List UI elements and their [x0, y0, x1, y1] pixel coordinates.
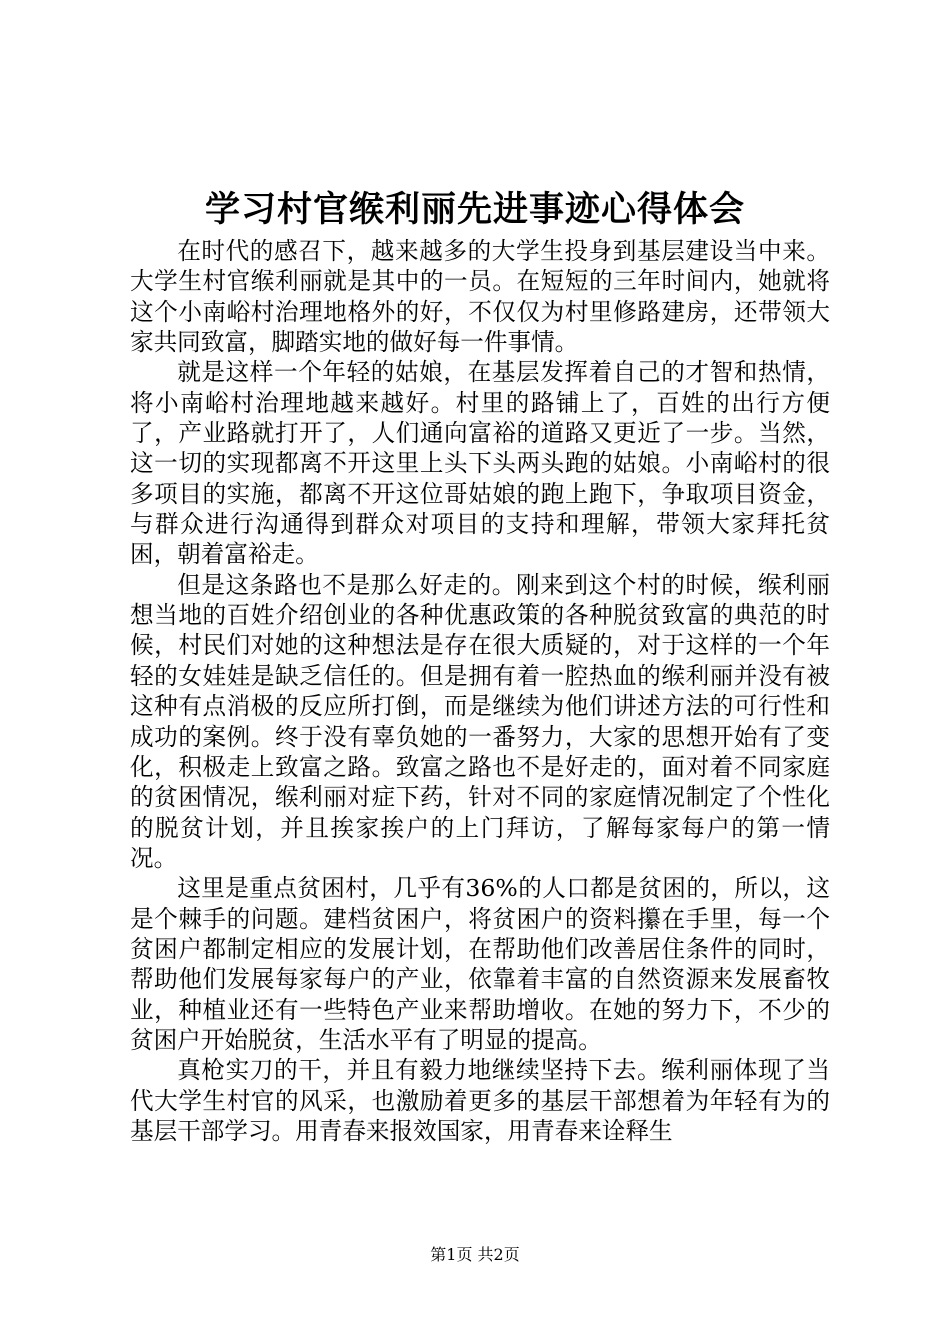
paragraph: 在时代的感召下，越来越多的大学生投身到基层建设当中来。大学生村官缑利丽就是其中的一员。在短短的三年时间内，她就将这个小南峪村治理地格外的好，不仅仅为村里修路建房，还带领大家共同致富，脚踏实地的做好每一件事情。	[130, 237, 830, 357]
paragraph: 但是这条路也不是那么好走的。刚来到这个村的时候，缑利丽想当地的百姓介绍创业的各种优惠政策的各种脱贫致富的典范的时候，村民们对她的这种想法是存在很大质疑的，对于这样的一个年轻的女娃娃是缺乏信任的。但是拥有着一腔热血的缑利丽并没有被这种有点消极的反应所打倒，而是继续为他们讲述方法的可行性和成功的案例。终于没有辜负她的一番努力，大家的思想开始有了变化，积极走上致富之路。致富之路也不是好走的，面对着不同家庭的贫困情况，缑利丽对症下药，针对不同的家庭情况制定了个性化的脱贫计划，并且挨家挨户的上门拜访，了解每家每户的第一情况。	[130, 570, 830, 872]
page-footer: 第1页 共2页	[430, 1245, 520, 1264]
paragraph: 就是这样一个年轻的姑娘，在基层发挥着自己的才智和热情，将小南峪村治理地越来越好。村里的路铺上了，百姓的出行方便了，产业路就打开了，人们通向富裕的道路又更近了一步。当然，这一切的实现都离不开这里上头下头两头跑的姑娘。小南峪村的很多项目的实施，都离不开这位哥姑娘的跑上跑下，争取项目资金，与群众进行沟通得到群众对项目的支持和理解，带领大家拜托贫困，朝着富裕走。	[130, 358, 830, 569]
paragraph: 这里是重点贫困村，几乎有36%的人口都是贫困的，所以，这是个棘手的问题。建档贫困户，将贫困户的资料攥在手里，每一个贫困户都制定相应的发展计划，在帮助他们改善居住条件的同时，帮助他们发展每家每户的产业，依靠着丰富的自然资源来发展畜牧业，种植业还有一些特色产业来帮助增收。在她的努力下，不少的贫困户开始脱贫，生活水平有了明显的提高。	[130, 874, 830, 1054]
document-body	[130, 236, 830, 1146]
paragraph: 真枪实刀的干，并且有毅力地继续坚持下去。缑利丽体现了当代大学生村官的风采，也激励着更多的基层干部想着为年轻有为的基层干部学习。用青春来报效国家，用青春来诠释生	[130, 1056, 830, 1145]
document-title: 学习村官缑利丽先进事迹心得体会	[204, 189, 745, 230]
